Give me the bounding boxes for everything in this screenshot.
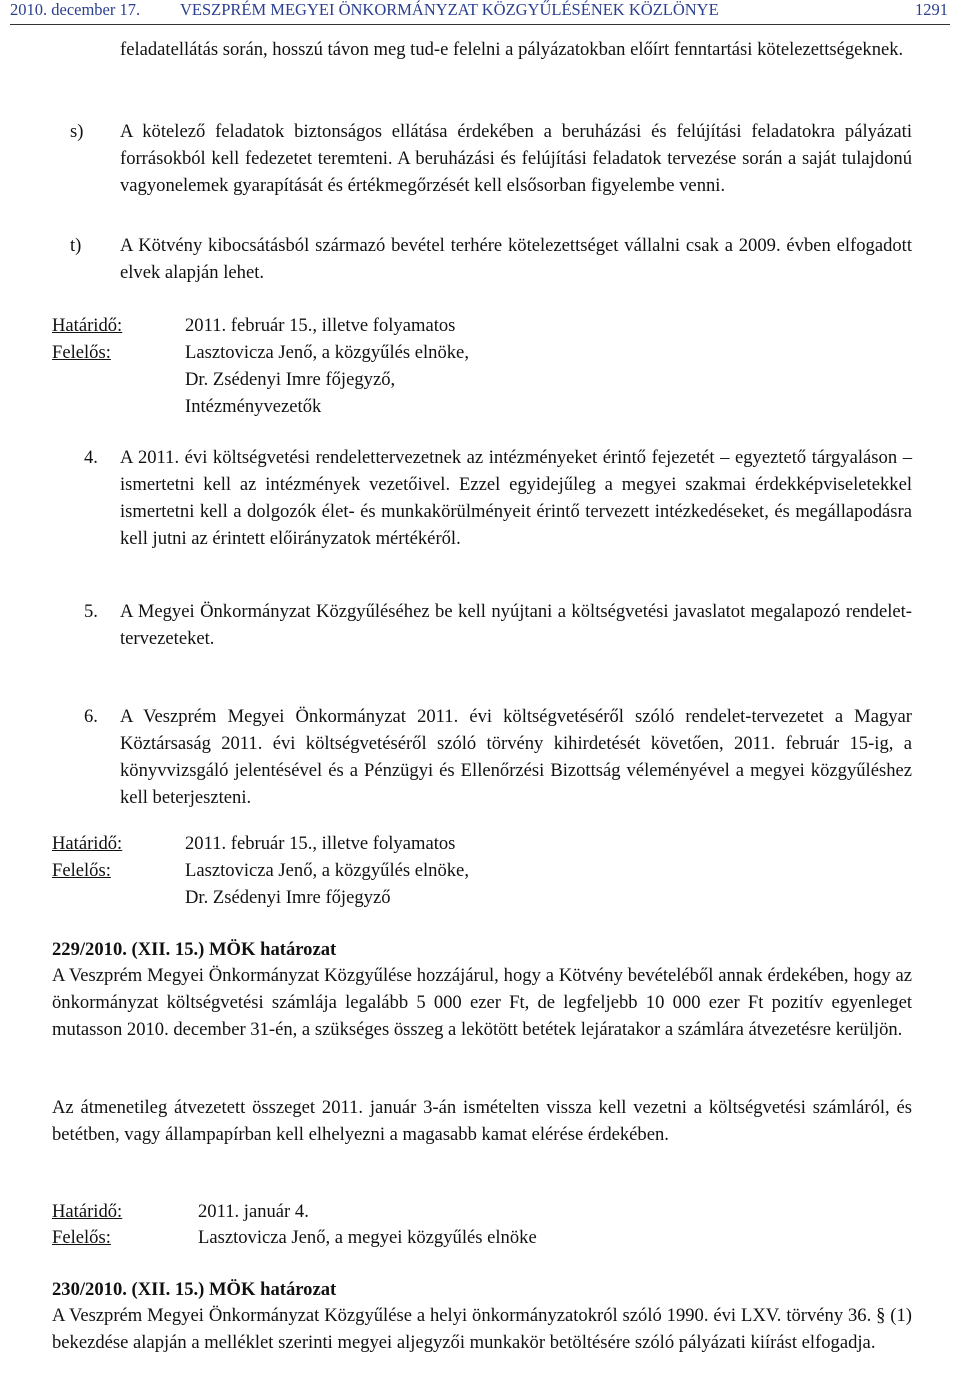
responsible-line: Lasztovicza Jenő, a közgyűlés elnöke, [185, 342, 469, 363]
item-t-text: A Kötvény kibocsátásból származó bevétel terhére kötelezettséget vállalni csak a 2009. évben elfogadott elvek alapján lehet. [120, 235, 912, 283]
item-t-marker: t) [70, 235, 82, 256]
header-date: 2010. december 17. [10, 0, 141, 19]
deadline-value: 2011. február 15., illetve folyamatos [185, 833, 456, 854]
responsible-label: Felelős: [52, 1227, 111, 1248]
resolution-230-paragraph-1: A Veszprém Megyei Önkormányzat Közgyűlése a helyi önkormányzatokról szóló 1990. évi LXV. törvény 36. § (1) bekezdése alapján a melléklet szerinti megyei aljegyzői munkakör betöltésére szóló pályázati kiírást elfogadja. [52, 1305, 912, 1353]
resolution-229-paragraph-1: A Veszprém Megyei Önkormányzat Közgyűlése hozzájárul, hogy a Kötvény bevételéből annak érdekében, hogy az önkormányzat költségvetési számlája legalább 5 000 ezer Ft, de legfeljebb 10 000 ezer Ft pozitív egyenleget mutasson 2010. december 31-én, a szükséges összeg a lekötött betétek lejáratakor a számlára átvezetésre kerüljön. [52, 965, 912, 1040]
item-4-marker: 4. [84, 447, 98, 468]
item-s-text: A kötelező feladatok biztonságos ellátása érdekében a beruházási és felújítási feladatokra pályázati forrásokból kell fedezetet teremteni. A beruházási és felújítási feladatok tervezése során a saját tulajdonú vagyonelemek gyarapítását és értékmegőrzését kell elsősorban figyelembe venni. [120, 121, 912, 196]
continuation-text: feladatellátás során, hosszú távon meg tud-e felelni a pályázatokban előírt fenntartási kötelezettségeknek. [120, 39, 904, 60]
responsible-value: Lasztovicza Jenő, a megyei közgyűlés elnöke [198, 1227, 537, 1248]
responsible-line: Lasztovicza Jenő, a közgyűlés elnöke, [185, 860, 469, 881]
item-6-text: A Veszprém Megyei Önkormányzat 2011. évi költségvetéséről szóló rendelet-tervezetet a Magyar Köztársaság 2011. évi költségvetéséről szóló törvény kihirdetését követően, 2011. február 15-ig, a könyvvizsgáló jelentésével és a Pénzügyi és Ellenőrzési Bizottság véleményével a megyei közgyűléshez kell beterjeszteni. [120, 706, 912, 808]
responsible-line: Intézményvezetők [185, 396, 322, 417]
responsible-line: Dr. Zsédenyi Imre főjegyző [185, 887, 391, 908]
resolution-229-paragraph-2: Az átmenetileg átvezetett összeget 2011. január 3-án ismételten vissza kell vezetni a költségvetési számláról, és betétben, vagy állampapírban kell elhelyezni a magasabb kamat elérése érdekében. [52, 1097, 912, 1145]
item-6-marker: 6. [84, 706, 98, 727]
header-title: VESZPRÉM MEGYEI ÖNKORMÁNYZAT KÖZGYŰLÉSÉNEK KÖZLÖNYE [180, 0, 719, 19]
resolution-230-title: 230/2010. (XII. 15.) MÖK határozat [52, 1279, 337, 1300]
header-page-number: 1291 [915, 0, 948, 19]
deadline-label: Határidő: [52, 833, 123, 854]
responsible-label: Felelős: [52, 342, 111, 363]
deadline-value: 2011. január 4. [198, 1201, 309, 1222]
item-4-text: A 2011. évi költségvetési rendelettervezetnek az intézményeket érintő fejezetét – egyeztető tárgyaláson – ismertetni kell az intézmények vezetőivel. Ezzel egyidejűleg a megyei szakmai érdekképviseletekkel ismertetni kell a dolgozók élet- és munkakörülményeit érintő tervezett intézkedéseket, és megállapodásra kell jutni az érintett előirányzatok mértékéről. [120, 447, 912, 549]
deadline-label: Határidő: [52, 1201, 123, 1222]
item-5-text: A Megyei Önkormányzat Közgyűléséhez be kell nyújtani a költségvetési javaslatot megalapozó rendelet-tervezeteket. [120, 601, 912, 649]
responsible-line: Dr. Zsédenyi Imre főjegyző, [185, 369, 396, 390]
deadline-label: Határidő: [52, 315, 123, 336]
resolution-229-title: 229/2010. (XII. 15.) MÖK határozat [52, 939, 337, 960]
deadline-value: 2011. február 15., illetve folyamatos [185, 315, 456, 336]
page-header [10, 0, 950, 25]
item-5-marker: 5. [84, 601, 98, 622]
responsible-label: Felelős: [52, 860, 111, 881]
item-s-marker: s) [70, 121, 84, 142]
